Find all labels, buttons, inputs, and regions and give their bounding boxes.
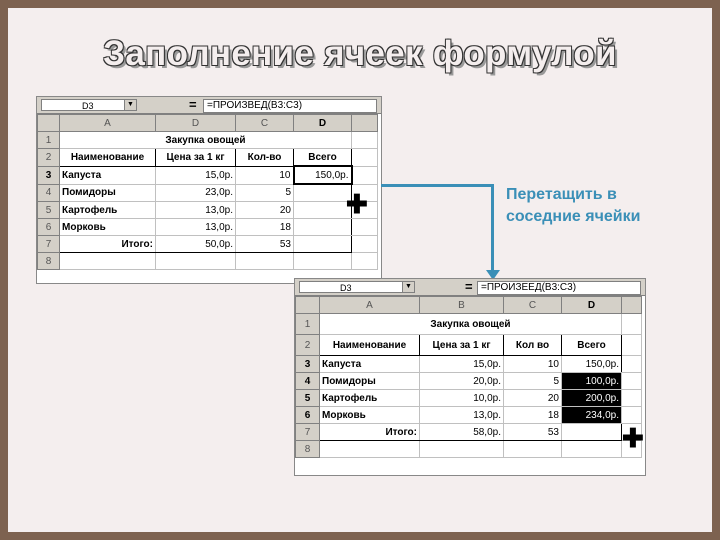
cell-name[interactable]: Картофель xyxy=(320,390,420,407)
table-row xyxy=(296,356,642,373)
cell[interactable] xyxy=(236,253,294,270)
cell[interactable] xyxy=(562,441,622,458)
cell[interactable] xyxy=(294,253,352,270)
header-name[interactable]: Наименование xyxy=(60,149,156,167)
corner-cell[interactable] xyxy=(296,297,320,314)
row-header[interactable]: 6 xyxy=(296,407,320,424)
cell-qty[interactable]: 5 xyxy=(236,184,294,202)
sheet-grid xyxy=(37,114,378,270)
col-header-c[interactable]: C xyxy=(236,115,294,132)
cell-name[interactable]: Помидоры xyxy=(320,373,420,390)
total-qty[interactable]: 53 xyxy=(504,424,562,441)
cell-total-selected[interactable]: 234,0р. xyxy=(562,407,622,424)
chevron-down-icon[interactable]: ▼ xyxy=(124,100,136,110)
row-header[interactable]: 6 xyxy=(38,219,60,236)
cell-qty[interactable]: 20 xyxy=(504,390,562,407)
table-row xyxy=(38,166,378,184)
cell-total[interactable] xyxy=(294,184,352,202)
cell[interactable] xyxy=(622,335,642,356)
cell-qty[interactable]: 5 xyxy=(504,373,562,390)
cell-price[interactable]: 23,0р. xyxy=(156,184,236,202)
cell[interactable] xyxy=(622,407,642,424)
col-header-d[interactable]: D xyxy=(562,297,622,314)
total-sum[interactable] xyxy=(562,424,622,441)
fill-handle-cross-icon: ✚ xyxy=(346,189,368,219)
cell[interactable] xyxy=(622,373,642,390)
chevron-down-icon[interactable]: ▼ xyxy=(402,282,414,292)
cell[interactable] xyxy=(352,236,378,253)
table-row xyxy=(296,407,642,424)
header-qty[interactable]: Кол во xyxy=(504,335,562,356)
total-label[interactable]: Итого: xyxy=(60,236,156,253)
cell[interactable] xyxy=(320,441,420,458)
cell[interactable] xyxy=(352,166,378,184)
cell-name[interactable]: Картофель xyxy=(60,202,156,219)
header-qty[interactable]: Кол-во xyxy=(236,149,294,167)
cell[interactable] xyxy=(622,356,642,373)
formula-input[interactable]: =ПРОИЗВЕД(B3:C3) xyxy=(203,99,377,113)
sheet-grid xyxy=(295,296,642,458)
corner-cell[interactable] xyxy=(38,115,60,132)
col-header-d[interactable]: D xyxy=(294,115,352,132)
row-header[interactable]: 4 xyxy=(38,184,60,202)
spreadsheet-after xyxy=(294,278,646,476)
connector-line xyxy=(491,184,494,272)
col-header-c[interactable]: C xyxy=(504,297,562,314)
cell-name[interactable]: Помидоры xyxy=(60,184,156,202)
col-header-a[interactable]: A xyxy=(60,115,156,132)
total-label[interactable]: Итого: xyxy=(320,424,420,441)
cell-qty[interactable]: 10 xyxy=(504,356,562,373)
col-header-e[interactable] xyxy=(352,115,378,132)
cell-price[interactable]: 13,0р. xyxy=(156,202,236,219)
header-total[interactable]: Всего xyxy=(562,335,622,356)
hint-line-2: соседние ячейки xyxy=(506,208,641,225)
cell-name[interactable]: Капуста xyxy=(320,356,420,373)
equals-icon: = xyxy=(465,279,473,294)
name-box-value: D3 xyxy=(340,283,352,293)
cell[interactable] xyxy=(352,219,378,236)
formula-bar xyxy=(37,97,381,114)
row-header[interactable]: 5 xyxy=(296,390,320,407)
cell-name[interactable]: Морковь xyxy=(60,219,156,236)
name-box[interactable] xyxy=(299,281,415,293)
cell-price[interactable]: 15,0р. xyxy=(156,166,236,184)
connector-line xyxy=(381,184,493,187)
cell[interactable] xyxy=(60,253,156,270)
cell-qty[interactable]: 20 xyxy=(236,202,294,219)
row-header[interactable]: 2 xyxy=(38,149,60,167)
row-header[interactable]: 4 xyxy=(296,373,320,390)
table-title[interactable]: Закупка овощей xyxy=(60,132,352,149)
cell[interactable] xyxy=(622,390,642,407)
cell-price[interactable]: 15,0р. xyxy=(420,356,504,373)
cell-price[interactable]: 13,0р. xyxy=(156,219,236,236)
total-qty[interactable]: 53 xyxy=(236,236,294,253)
hint-text xyxy=(506,184,640,228)
row-header[interactable]: 7 xyxy=(38,236,60,253)
cell[interactable] xyxy=(352,132,378,149)
hint-line-1: Перетащить в xyxy=(506,186,617,203)
cell-qty[interactable]: 18 xyxy=(504,407,562,424)
cell-qty[interactable]: 18 xyxy=(236,219,294,236)
cell-qty[interactable]: 10 xyxy=(236,166,294,184)
cell-total-selected[interactable]: 150,0р. xyxy=(294,166,352,184)
name-box[interactable] xyxy=(41,99,137,111)
formula-bar xyxy=(295,279,645,296)
cell-price[interactable]: 13,0р. xyxy=(420,407,504,424)
slide xyxy=(8,8,712,532)
fill-handle-cross-icon: ✚ xyxy=(622,423,644,453)
total-price[interactable]: 58,0р. xyxy=(420,424,504,441)
table-row xyxy=(38,202,378,219)
table-row xyxy=(38,184,378,202)
col-header-b[interactable]: B xyxy=(420,297,504,314)
col-header-e[interactable] xyxy=(622,297,642,314)
header-price[interactable]: Цена за 1 кг xyxy=(420,335,504,356)
cell[interactable] xyxy=(352,253,378,270)
row-header[interactable]: 8 xyxy=(296,441,320,458)
header-total[interactable]: Всего xyxy=(294,149,352,167)
total-sum[interactable] xyxy=(294,236,352,253)
cell-name[interactable]: Морковь xyxy=(320,407,420,424)
row-header[interactable]: 1 xyxy=(296,314,320,335)
spreadsheet-before xyxy=(36,96,382,284)
cell[interactable] xyxy=(352,149,378,167)
col-header-a[interactable]: A xyxy=(320,297,420,314)
cell-total[interactable] xyxy=(294,219,352,236)
cell-name[interactable]: Капуста xyxy=(60,166,156,184)
cell[interactable] xyxy=(504,441,562,458)
header-price[interactable]: Цена за 1 кг xyxy=(156,149,236,167)
table-row-total xyxy=(38,236,378,253)
table-row xyxy=(296,373,642,390)
cell-total-selected[interactable]: 200,0р. xyxy=(562,390,622,407)
header-name[interactable]: Наименование xyxy=(320,335,420,356)
cell[interactable] xyxy=(156,253,236,270)
slide-title: Заполнение ячеек формулой xyxy=(103,34,617,73)
row-header[interactable]: 1 xyxy=(38,132,60,149)
row-header[interactable]: 2 xyxy=(296,335,320,356)
cell-total-selected[interactable]: 100,0р. xyxy=(562,373,622,390)
name-box-value: D3 xyxy=(82,101,94,111)
table-row-total xyxy=(296,424,642,441)
table-row xyxy=(296,390,642,407)
formula-input[interactable]: =ПРОИЗЕЕД(B3:C3) xyxy=(477,281,641,295)
table-title[interactable]: Закупка овощей xyxy=(320,314,622,335)
row-header[interactable]: 5 xyxy=(38,202,60,219)
cell-price[interactable]: 20,0р. xyxy=(420,373,504,390)
cell[interactable] xyxy=(420,441,504,458)
row-header[interactable]: 3 xyxy=(38,166,60,184)
cell[interactable] xyxy=(622,314,642,335)
row-header[interactable]: 3 xyxy=(296,356,320,373)
cell-total[interactable]: 150,0р. xyxy=(562,356,622,373)
row-header[interactable]: 8 xyxy=(38,253,60,270)
col-header-b[interactable]: D xyxy=(156,115,236,132)
equals-icon: = xyxy=(189,97,197,112)
cell-total[interactable] xyxy=(294,202,352,219)
table-row xyxy=(38,219,378,236)
cell-price[interactable]: 10,0р. xyxy=(420,390,504,407)
row-header[interactable]: 7 xyxy=(296,424,320,441)
total-price[interactable]: 50,0р. xyxy=(156,236,236,253)
